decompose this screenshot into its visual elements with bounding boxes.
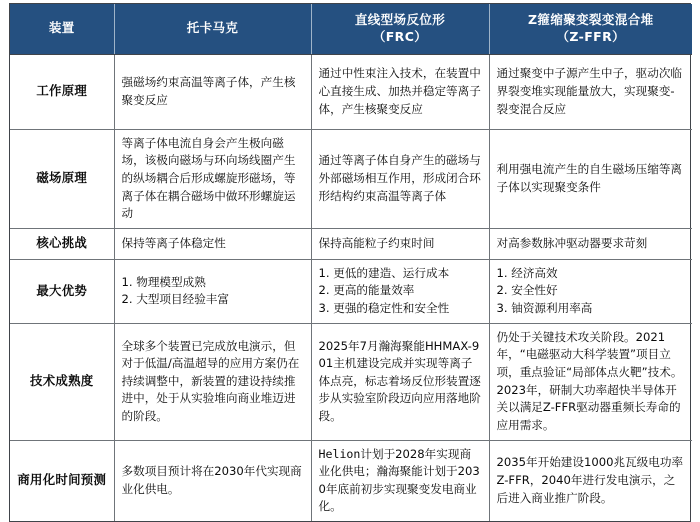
table-row xyxy=(10,54,692,129)
cell-tokamak-working-principle: 强磁场约束高温等离子体，产生核聚变反应 xyxy=(114,54,311,129)
row-label-working-principle: 工作原理 xyxy=(10,54,114,129)
header-line-sub: （FRC） xyxy=(372,28,428,44)
cell-zffr-technology-maturity: 仍处于关键技术攻关阶段。2021年，“电磁驱动大科学装置”项目立项，重点验证“局部体点火靶”技术。2023年，研制大功率超快半导体开关以满足Z-FFR驱动器重频长寿命的应用需求。 xyxy=(489,323,692,440)
row-label-commercialization-forecast: 商用化时间预测 xyxy=(10,440,114,521)
header-line: 直线型场反位形 xyxy=(354,12,446,27)
row-label-core-challenge: 核心挑战 xyxy=(10,228,114,259)
cell-tokamak-magnetic-principle: 等离子体电流自身会产生极向磁场，该极向磁场与环向场线圈产生的纵场耦合后形成螺旋形磁场，等离子体在耦合磁场中做环形螺旋运动 xyxy=(114,129,311,228)
cell-tokamak-technology-maturity: 全球多个装置已完成放电演示，但对于低温/高温超导的应用方案仍在持续调整中，新装置的建设持续推进中，处于从实验堆向商业堆迈进的阶段。 xyxy=(114,323,311,440)
list-item: 1. 更低的建造、运行成本 xyxy=(318,265,450,280)
header-line: Z箍缩聚变裂变混合堆 xyxy=(527,12,654,27)
list-item: 2. 安全性好 xyxy=(496,283,558,298)
table-row xyxy=(10,323,692,440)
table-header xyxy=(10,4,692,54)
cell-frc-biggest-advantage xyxy=(311,259,489,323)
column-header-category xyxy=(10,4,114,54)
cell-tokamak-commercialization-forecast: 多数项目预计将在2030年代实现商业化供电。 xyxy=(114,440,311,521)
list-item: 3. 铀资源利用率高 xyxy=(496,301,593,316)
list-item: 2. 更高的能量效率 xyxy=(318,283,415,298)
column-header-frc xyxy=(311,4,489,54)
list-item: 1. 物理模型成熟 xyxy=(121,274,206,289)
cell-tokamak-core-challenge: 保持等离子体稳定性 xyxy=(114,228,311,259)
table-row xyxy=(10,259,692,323)
list-item: 3. 更强的稳定性和安全性 xyxy=(318,301,450,316)
cell-zffr-biggest-advantage xyxy=(489,259,692,323)
header-row xyxy=(10,4,692,54)
row-label-technology-maturity: 技术成熟度 xyxy=(10,323,114,440)
list-item: 1. 经济高效 xyxy=(496,265,558,280)
cell-frc-core-challenge: 保持高能粒子约束时间 xyxy=(311,228,489,259)
header-line-sub: （Z-FFR） xyxy=(556,28,626,44)
cell-zffr-magnetic-principle: 利用强电流产生的自生磁场压缩等离子体以实现聚变条件 xyxy=(489,129,692,228)
cell-frc-magnetic-principle: 通过等离子体自身产生的磁场与外部磁场相互作用，形成闭合环形结构约束高温等离子体 xyxy=(311,129,489,228)
cell-frc-technology-maturity: 2025年7月瀚海聚能HHMAX-901主机建设完成并实现等离子体点亮，标志着场反位形装置逐步从实验室阶段迈向应用落地阶段。 xyxy=(311,323,489,440)
company-name-helion: Helion xyxy=(318,446,361,461)
cell-zffr-commercialization-forecast: 2035年开始建设1000兆瓦级电功率Z-FFR，2040年进行发电演示，之后进入商业推广阶段。 xyxy=(489,440,692,521)
cell-zffr-core-challenge: 对高参数脉冲驱动器要求苛刻 xyxy=(489,228,692,259)
header-line: 托卡马克 xyxy=(186,20,239,36)
fusion-device-comparison-table xyxy=(10,4,692,521)
table-body xyxy=(10,54,692,521)
column-header-zffr xyxy=(489,4,692,54)
comparison-table-container xyxy=(9,3,691,522)
table-row xyxy=(10,129,692,228)
header-line: 装置 xyxy=(48,20,75,36)
cell-text: 计划于2028年实现商业化供电；瀚海聚能计划于2030年底前初步实现聚变发电商业化。 xyxy=(318,446,480,514)
table-row xyxy=(10,228,692,259)
row-label-magnetic-principle: 磁场原理 xyxy=(10,129,114,228)
cell-zffr-working-principle: 通过聚变中子源产生中子，驱动次临界裂变堆实现能量放大，实现聚变-裂变混合反应 xyxy=(496,66,683,116)
list-item: 2. 大型项目经验丰富 xyxy=(121,292,229,307)
column-header-tokamak xyxy=(114,4,311,54)
row-label-biggest-advantage: 最大优势 xyxy=(10,259,114,323)
cell-tokamak-biggest-advantage xyxy=(114,259,311,323)
cell-frc-working-principle: 通过中性束注入技术，在装置中心直接生成、加热并稳定等离子体，产生核聚变反应 xyxy=(311,54,489,129)
